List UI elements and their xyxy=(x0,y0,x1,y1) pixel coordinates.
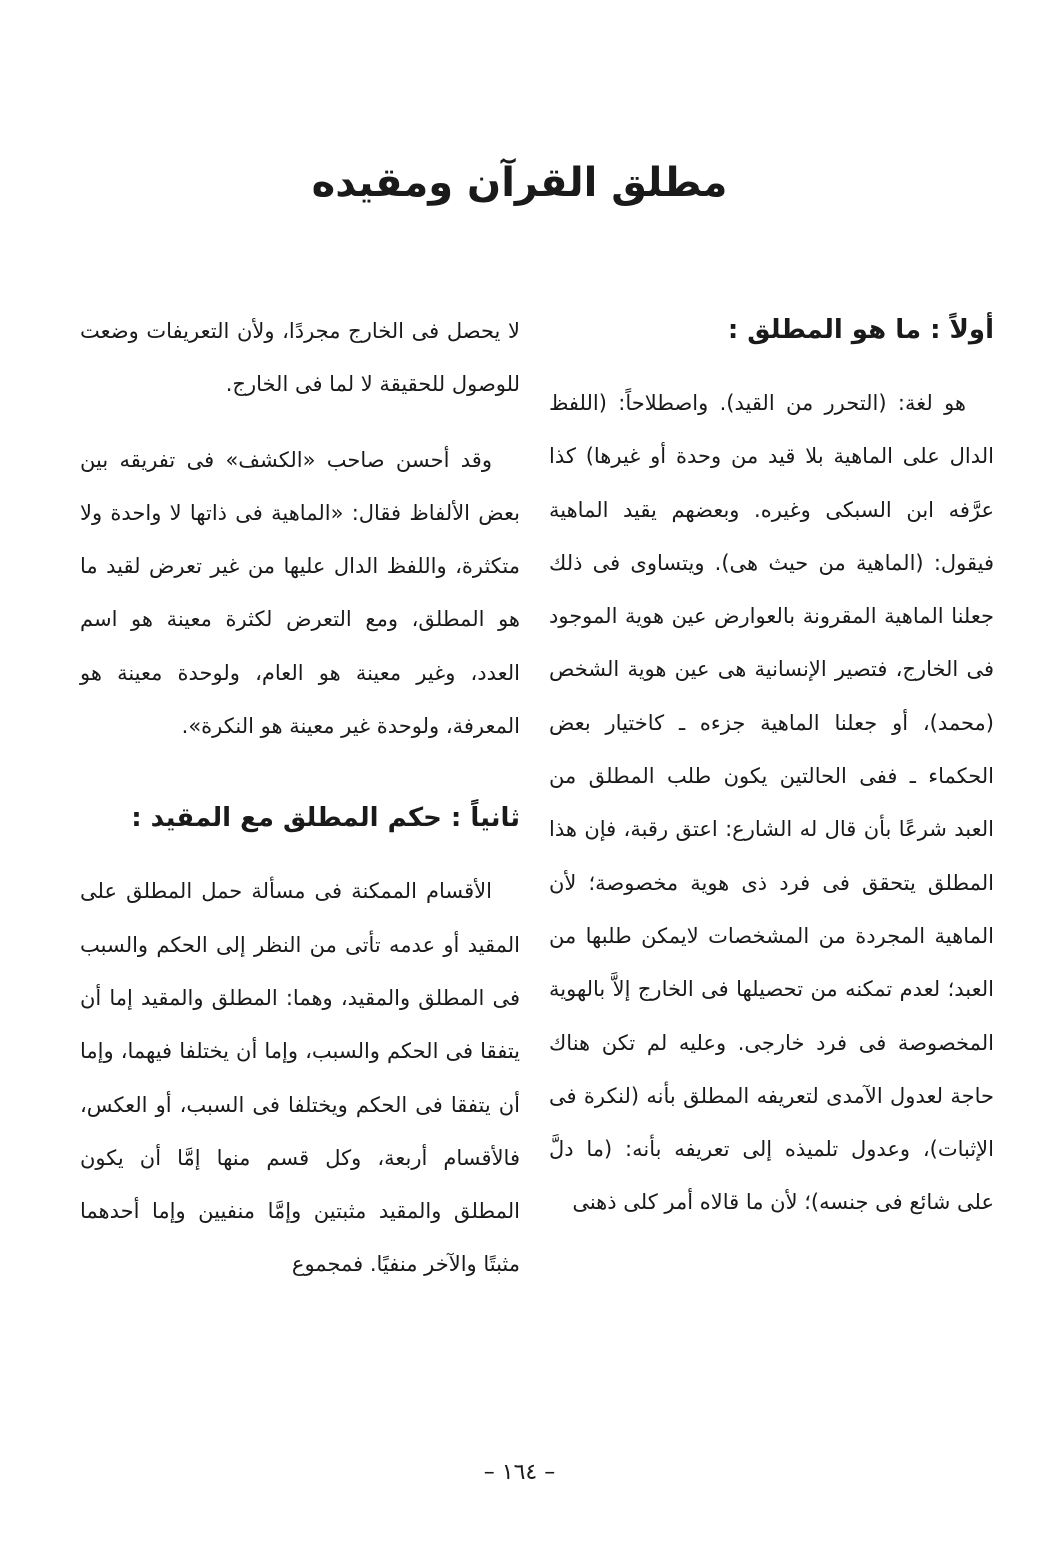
right-column xyxy=(549,305,994,1230)
page-number: – ١٦٤ – xyxy=(483,1460,556,1485)
left-column xyxy=(80,305,520,1292)
section-heading-first: أولاً : ما هو المطلق : xyxy=(727,315,994,345)
paragraph-ruling: الأقسام الممكنة فى مسألة حمل المطلق على المقيد أو عدمه تأتى من النظر إلى الحكم والسبب فى المطلق والمقيد، وهما: المطلق والمقيد إما أن يتفقا فى الحكم والسبب، وإما أن يختلفا فيهما، وإما أن يتفقا فى الحكم ويختلفا فى السبب، أو العكس، فالأقسام أربعة، وكل قسم منها إمَّا أن يكون المطلق والمقيد مثبتين وإمَّا منفيين وإما أحدهما مثبتًا والآخر منفيًا. فمجموع xyxy=(80,879,520,1277)
paragraph-kashf-quote: وقد أحسن صاحب «الكشف» فى تفريقه بين بعض الألفاظ فقال: «الماهية فى ذاتها لا واحدة ولا متكثرة، واللفظ الدال عليها من غير تعرض لقيد ما هو المطلق، ومع التعرض لكثرة معينة هو اسم العدد، وغير معينة هو العام، ولوحدة معينة هو المعرفة، ولوحدة غير معينة هو النكرة». xyxy=(80,447,520,739)
spacer xyxy=(80,753,520,793)
section-heading-second: ثانياً : حكم المطلق مع المقيد : xyxy=(131,803,520,834)
paragraph-continuation: لا يحصل فى الخارج مجردًا، ولأن التعريفات وضعت للوصول للحقيقة لا لما فى الخارج. xyxy=(80,319,520,397)
paragraph-definition: هو لغة: (التحرر من القيد). واصطلاحاً: (اللفظ الدال على الماهية بلا قيد من وحدة أو غيرها) كذا عرَّفه ابن السبكى وغيره. وبعضهم يقيد الماهية فيقول: (الماهية من حيث هى). ويتساوى فى ذلك جعلنا الماهية المقرونة بالعوارض عين هوية الموجود فى الخارج، فتصير الإنسانية هى عين هوية الشخص (محمد)، أو جعلنا الماهية جزءه ـ كاختيار بعض الحكماء ـ ففى الحالتين يكون طلب المطلق من العبد شرعًا بأن قال له الشارع: اعتق رقبة، فإن هذا المطلق يتحقق فى فرد ذى هوية مخصوصة؛ لأن الماهية المجردة من المشخصات لايمكن طلبها من العبد؛ لعدم تمكنه من تحصيلها فى الخارج إلاَّ بالهوية المخصوصة فى فرد خارجى. وعليه لم تكن هناك حاجة لعدول الآمدى لتعريفه المطلق بأنه (لنكرة فى الإثبات)، وعدول تلميذه إلى تعريفه بأنه: (ما دلَّ على شائع فى جنسه)؛ لأن ما قالاه أمر كلى ذهنى xyxy=(549,391,994,1215)
page-title: مطلق القرآن ومقيده xyxy=(311,160,728,206)
spacer xyxy=(80,412,520,434)
spacer xyxy=(80,843,520,865)
spacer xyxy=(549,355,994,377)
